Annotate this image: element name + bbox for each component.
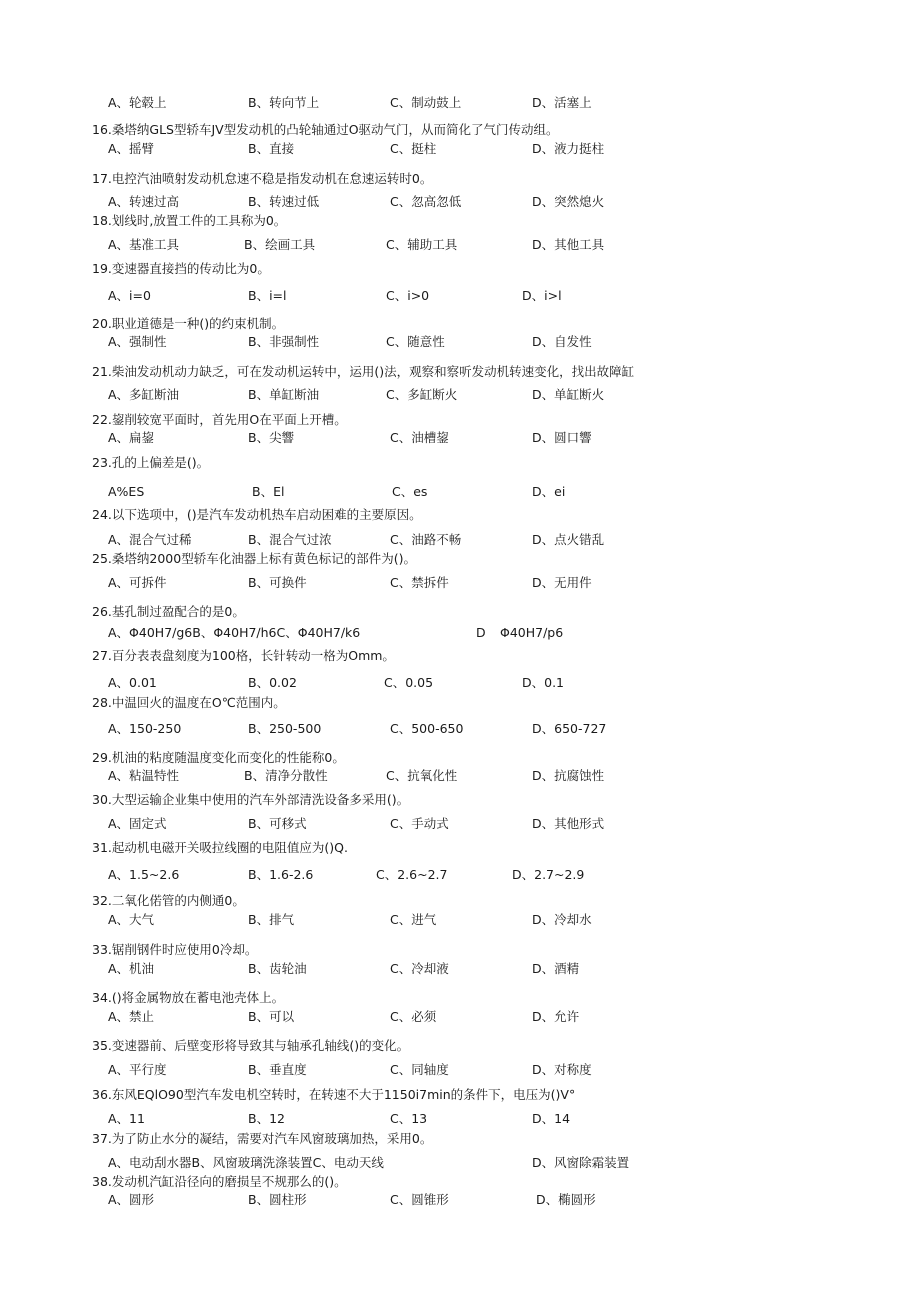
answer-option: D、椭圆形: [536, 1192, 596, 1207]
answer-option: D、单缸断火: [532, 387, 605, 402]
answer-option: B、排气: [248, 912, 295, 927]
question-text: 31.起动机电磁开关吸拉线圈的电阻值应为()Q.: [92, 840, 348, 855]
answer-option: B、可换件: [248, 575, 307, 590]
answer-option: D、ei: [532, 484, 566, 499]
answer-option: C、随意性: [386, 334, 445, 349]
question-text: 33.锯削钢件时应使用0冷却。: [92, 942, 258, 957]
question-text: 36.东风EQlO90型汽车发电机空转时，在转速不大于1150i7min的条件下，电压为()V°: [92, 1087, 576, 1102]
answer-option: A、圆形: [108, 1192, 155, 1207]
answer-option: A、电动刮水器B、风窗玻璃洗涤装置C、电动天线: [108, 1155, 384, 1170]
answer-option: A、Φ40H7∕g6B、Φ40H7∕h6C、Φ40H7∕k6: [108, 625, 361, 640]
answer-option: A、粘温特性: [108, 768, 180, 783]
answer-option: B、1.6-2.6: [248, 867, 314, 882]
question-text: 28.中温回火的温度在O℃范围内。: [92, 695, 286, 710]
answer-option: D、突然熄火: [532, 194, 605, 209]
answer-option: B、El: [252, 484, 285, 499]
answer-option: B、可以: [248, 1009, 295, 1024]
answer-option: B、12: [248, 1111, 285, 1126]
answer-option: C、2.6~2.7: [376, 867, 448, 882]
answer-option: A、扁鋆: [108, 430, 155, 445]
answer-option: C、圆锥形: [390, 1192, 449, 1207]
answer-option: D、风窗除霜装置: [532, 1155, 630, 1170]
answer-option: D、0.1: [522, 675, 565, 690]
answer-option: B、混合气过浓: [248, 532, 332, 547]
answer-option: C、禁拆件: [390, 575, 449, 590]
answer-option: B、单缸断油: [248, 387, 320, 402]
answer-option: D: [476, 625, 486, 640]
question-text: 27.百分表表盘刻度为100格，长针转动一格为Omm。: [92, 648, 395, 663]
answer-option: A、1.5~2.6: [108, 867, 180, 882]
question-text: 20.职业道德是一种()的约束机制。: [92, 316, 285, 331]
answer-option: A、摇臂: [108, 141, 155, 156]
answer-option: C、0.05: [384, 675, 434, 690]
answer-option: C、抗氧化性: [386, 768, 458, 783]
question-text: 23.孔的上偏差是()。: [92, 455, 210, 470]
question-text: 32.二氧化偌管的内侧通0。: [92, 893, 245, 908]
question-text: 35.变速器前、后壁变形将导致其与轴承孔轴线()的变化。: [92, 1038, 410, 1053]
answer-option: D、酒精: [532, 961, 580, 976]
answer-option: D、无用件: [532, 575, 592, 590]
answer-option: C、制动鼓上: [390, 95, 462, 110]
answer-option: C、i>0: [386, 288, 430, 303]
answer-option: D、自发性: [532, 334, 592, 349]
answer-option: A、基准工具: [108, 237, 180, 252]
answer-option: D、抗腐蚀性: [532, 768, 605, 783]
answer-option: D、对称度: [532, 1062, 592, 1077]
answer-option: A、多缸断油: [108, 387, 180, 402]
answer-option: A、0.01: [108, 675, 157, 690]
answer-option: A、11: [108, 1111, 145, 1126]
answer-option: A、禁止: [108, 1009, 155, 1024]
answer-option: D、冷却水: [532, 912, 592, 927]
answer-option: D、圆口響: [532, 430, 592, 445]
answer-option: D、i>l: [522, 288, 562, 303]
answer-option: B、垂直度: [248, 1062, 307, 1077]
question-text: 24.以下选项中，()是汽车发动机热车启动困难的主要原因。: [92, 507, 422, 522]
answer-option: D、液力挺柱: [532, 141, 605, 156]
answer-option: B、非强制性: [248, 334, 320, 349]
answer-option: A、转速过高: [108, 194, 180, 209]
question-text: 26.基孔制过盈配合的是0。: [92, 604, 245, 619]
answer-option: A、轮毂上: [108, 95, 167, 110]
question-text: 16.桑塔纳GLS型轿车JV型发动机的凸轮轴通过O驱动气门，从而简化了气门传动组。: [92, 122, 559, 137]
answer-option: C、忽高忽低: [390, 194, 462, 209]
answer-option: C、油路不畅: [390, 532, 462, 547]
answer-option: C、500-650: [390, 721, 464, 736]
answer-option: C、冷却液: [390, 961, 449, 976]
question-text: 19.变速器直接挡的传动比为0。: [92, 261, 270, 276]
answer-option: A、150-250: [108, 721, 182, 736]
answer-option: Φ40H7∕p6: [500, 625, 564, 640]
answer-option: B、尖響: [248, 430, 295, 445]
question-text: 30.大型运输企业集中使用的汽车外部清洗设备多采用()。: [92, 792, 410, 807]
answer-option: B、i=l: [248, 288, 287, 303]
answer-option: B、可移式: [248, 816, 307, 831]
answer-option: C、同轴度: [390, 1062, 449, 1077]
question-text: 21.柴油发动机动力缺乏，可在发动机运转中，运用()法，观察和察听发动机转速变化，找出故障缸: [92, 364, 635, 379]
answer-option: A、强制性: [108, 334, 167, 349]
answer-option: C、13: [390, 1111, 428, 1126]
answer-option: B、0.02: [248, 675, 297, 690]
question-text: 25.桑塔纳2000型轿车化油器上标有黄色标记的部件为()。: [92, 551, 416, 566]
answer-option: C、es: [392, 484, 428, 499]
answer-option: D、2.7~2.9: [512, 867, 585, 882]
answer-option: D、14: [532, 1111, 571, 1126]
answer-option: D、活塞上: [532, 95, 592, 110]
answer-option: C、必须: [390, 1009, 437, 1024]
answer-option: B、绘画工具: [244, 237, 316, 252]
answer-option: D、650-727: [532, 721, 607, 736]
answer-option: A、可拆件: [108, 575, 167, 590]
answer-option: B、250-500: [248, 721, 322, 736]
answer-option: A、机油: [108, 961, 155, 976]
answer-option: C、进气: [390, 912, 437, 927]
answer-option: B、齿轮油: [248, 961, 307, 976]
question-text: 34.()将金属物放在蓄电池壳体上。: [92, 990, 285, 1005]
answer-option: D、允许: [532, 1009, 580, 1024]
answer-option: D、点火错乱: [532, 532, 605, 547]
answer-option: D、其他形式: [532, 816, 605, 831]
question-text: 29.机油的粘度随温度变化而变化的性能称0。: [92, 750, 345, 765]
question-text: 17.电控汽油喷射发动机怠速不稳是指发动机在怠速运转时0。: [92, 171, 433, 186]
answer-option: A、混合气过稀: [108, 532, 192, 547]
answer-option: A%ES: [108, 484, 145, 499]
answer-option: D、其他工具: [532, 237, 605, 252]
answer-option: C、辅助工具: [386, 237, 458, 252]
answer-option: B、清净分散性: [244, 768, 328, 783]
question-text: 22.鋆削较宽平面时，首先用O在平面上开槽。: [92, 412, 347, 427]
answer-option: B、转速过低: [248, 194, 320, 209]
answer-option: B、圆柱形: [248, 1192, 307, 1207]
question-text: 37.为了防止水分的凝结，需要对汽车风窗玻璃加热，采用0。: [92, 1131, 433, 1146]
answer-option: C、手动式: [390, 816, 449, 831]
answer-option: B、直接: [248, 141, 295, 156]
answer-option: C、挺柱: [390, 141, 437, 156]
answer-option: C、多缸断火: [386, 387, 458, 402]
question-text: 38.发动机汽缸沿径向的磨损呈不规那么的()。: [92, 1174, 347, 1189]
question-text: 18.划线时,放置工件的工具称为0。: [92, 213, 287, 228]
answer-option: A、大气: [108, 912, 155, 927]
answer-option: A、固定式: [108, 816, 167, 831]
answer-option: A、i=0: [108, 288, 151, 303]
answer-option: A、平行度: [108, 1062, 167, 1077]
answer-option: B、转向节上: [248, 95, 320, 110]
answer-option: C、油槽鋆: [390, 430, 449, 445]
